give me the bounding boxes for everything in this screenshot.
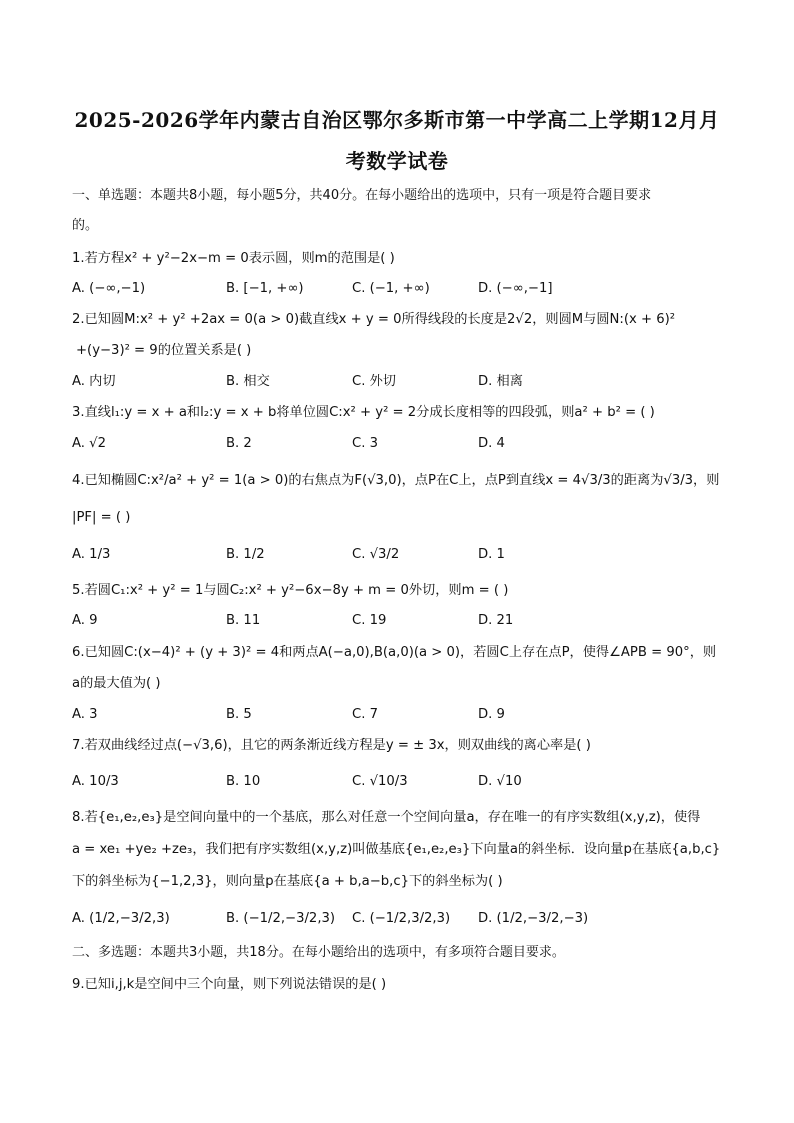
- question-4-stem: 4.已知椭圆C:x²/a² + y² = 1(a > 0)的右焦点为F(√3,0)，点P在C上，点P到直线x = 4√3/3的距离为√3/3，则: [72, 473, 720, 488]
- section2-heading: 二、多选题：本题共3小题，共18分。在每小题给出的选项中，有多项符合题目要求。: [72, 945, 565, 960]
- question-8-options: [72, 909, 732, 929]
- q6-option-c: C. 7: [352, 707, 378, 722]
- q3-option-d: D. 4: [478, 436, 505, 451]
- question-2-options: [72, 372, 732, 392]
- q4-option-d: D. 1: [478, 547, 505, 562]
- q8-option-c: C. (−1/2,3/2,3): [352, 911, 451, 926]
- question-8-stem: 8.若{e₁,e₂,e₃}是空间向量中的一个基底，那么对任意一个空间向量a，存在唯一的有序实数组(x,y,z)，使得: [72, 810, 701, 825]
- q8-option-a: A. (1/2,−3/2,3): [72, 911, 170, 926]
- question-2-stem: 2.已知圆M:x² + y² +2ax = 0(a > 0)截直线x + y = 0所得线段的长度是2√2，则圆M与圆N:(x + 6)²: [72, 312, 676, 327]
- section1-heading: 一、单选题：本题共8小题，每小题5分，共40分。在每小题给出的选项中，只有一项是符合题目要求: [72, 188, 652, 203]
- q2-option-c: C. 外切: [352, 374, 396, 389]
- q3-option-c: C. 3: [352, 436, 378, 451]
- question-5-options: [72, 611, 732, 631]
- q5-option-a: A. 9: [72, 613, 98, 628]
- question-3-options: [72, 434, 732, 454]
- q5-option-c: C. 19: [352, 613, 387, 628]
- q7-option-c: C. √10/3: [352, 774, 408, 789]
- q1-option-c: C. (−1, +∞): [352, 281, 430, 296]
- q6-option-d: D. 9: [478, 707, 505, 722]
- q6-option-b: B. 5: [226, 707, 252, 722]
- question-1-options: [72, 279, 732, 299]
- q5-option-b: B. 11: [226, 613, 261, 628]
- q7-option-d: D. √10: [478, 774, 522, 789]
- q6-option-a: A. 3: [72, 707, 98, 722]
- exam-title-line2: 考数学试卷: [345, 149, 449, 173]
- q1-option-d: D. (−∞,−1]: [478, 281, 553, 296]
- question-2-stem-cont: +(y−3)² = 9的位置关系是( ): [76, 343, 252, 358]
- q8-option-d: D. (1/2,−3/2,−3): [478, 911, 589, 926]
- q4-option-c: C. √3/2: [352, 547, 400, 562]
- question-7-options: [72, 772, 732, 792]
- question-8-stem-cont1: a = xe₁ +ye₂ +ze₃，我们把有序实数组(x,y,z)叫做基底{e₁,e₂,e₃}下向量a的斜坐标．设向量p在基底{a,b,c}: [72, 842, 721, 857]
- q7-option-a: A. 10/3: [72, 774, 119, 789]
- q2-option-a: A. 内切: [72, 374, 116, 389]
- q5-option-d: D. 21: [478, 613, 514, 628]
- question-3-stem: 3.直线l₁:y = x + a和l₂:y = x + b将单位圆C:x² + y² = 2分成长度相等的四段弧，则a² + b² = ( ): [72, 405, 655, 420]
- q4-option-a: A. 1/3: [72, 547, 111, 562]
- q4-option-b: B. 1/2: [226, 547, 265, 562]
- q7-option-b: B. 10: [226, 774, 261, 789]
- question-4-options: [72, 545, 732, 565]
- question-8-stem-cont2: 下的斜坐标为{−1,2,3}，则向量p在基底{a + b,a−b,c}下的斜坐标为( ): [72, 874, 503, 889]
- q1-option-a: A. (−∞,−1): [72, 281, 146, 296]
- question-5-stem: 5.若圆C₁:x² + y² = 1与圆C₂:x² + y²−6x−8y + m = 0外切，则m = ( ): [72, 583, 509, 598]
- q3-option-b: B. 2: [226, 436, 252, 451]
- question-6-options: [72, 705, 732, 725]
- question-7-stem: 7.若双曲线经过点(−√3,6)，且它的两条渐近线方程是y = ± 3x，则双曲线的离心率是( ): [72, 738, 591, 753]
- question-6-stem: 6.已知圆C:(x−4)² + (y + 3)² = 4和两点A(−a,0),B(a,0)(a > 0)，若圆C上存在点P，使得∠APB = 90°，则: [72, 645, 717, 660]
- section1-heading-cont: 的。: [72, 218, 99, 233]
- q3-option-a: A. √2: [72, 436, 106, 451]
- q8-option-b: B. (−1/2,−3/2,3): [226, 911, 336, 926]
- q1-option-b: B. [−1, +∞): [226, 281, 304, 296]
- question-9-stem: 9.已知i,j,k是空间中三个向量，则下列说法错误的是( ): [72, 977, 387, 992]
- exam-title-line1: 2025-2026学年内蒙古自治区鄂尔多斯市第一中学高二上学期12月月: [74, 108, 720, 132]
- q2-option-d: D. 相离: [478, 374, 523, 389]
- question-4-stem-cont: |PF| = ( ): [72, 510, 131, 525]
- q2-option-b: B. 相交: [226, 374, 270, 389]
- question-6-stem-cont: a的最大值为( ): [72, 676, 161, 691]
- question-1-stem: 1.若方程x² + y²−2x−m = 0表示圆，则m的范围是( ): [72, 251, 395, 266]
